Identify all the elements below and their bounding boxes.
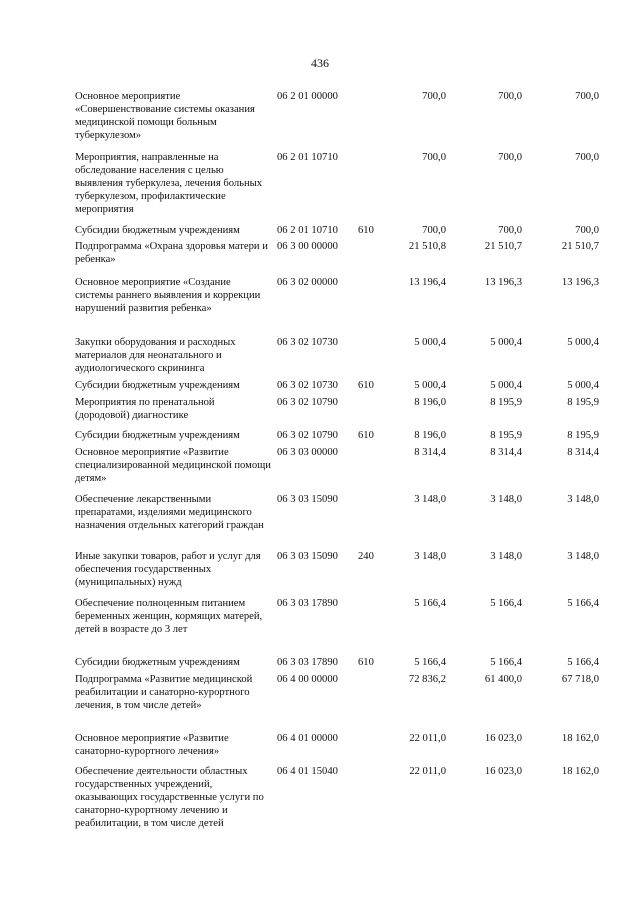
row-name: Обеспечение деятельности областных государственных учреждений, оказывающих государственные услуги по санаторно-курортному лечению и реабилитации, в том числе детей	[75, 766, 264, 829]
row-expense-type: 610	[358, 657, 374, 668]
row-value-year1: 8 196,0	[414, 430, 446, 441]
row-value-year2: 16 023,0	[484, 733, 522, 744]
row-name: Основное мероприятие «Развитие санаторно-курортного лечения»	[75, 733, 229, 757]
row-name: Обеспечение лекарственными препаратами, изделиями медицинского назначения отдельных категорий граждан	[75, 494, 264, 531]
row-value-year3: 5 000,4	[567, 380, 599, 391]
row-code: 06 3 03 00000	[277, 447, 338, 458]
row-name: Закупки оборудования и расходных материалов для неонатального и аудиологического скрининга	[75, 337, 236, 374]
row-value-year1: 21 510,8	[408, 241, 446, 252]
row-value-year1: 8 314,4	[414, 447, 446, 458]
row-value-year2: 700,0	[498, 225, 522, 236]
row-code: 06 3 00 00000	[277, 241, 338, 252]
row-value-year3: 5 166,4	[567, 598, 599, 609]
row-value-year2: 5 166,4	[490, 598, 522, 609]
row-name: Мероприятия, направленные на обследование населения с целью выявления туберкулеза, лечения больных туберкулезом, профилактические мероприятия	[75, 152, 263, 215]
row-value-year3: 3 148,0	[567, 551, 599, 562]
row-value-year2: 8 195,9	[490, 397, 522, 408]
row-name: Субсидии бюджетным учреждениям	[75, 430, 240, 441]
row-value-year3: 3 148,0	[567, 494, 599, 505]
row-value-year3: 700,0	[575, 225, 599, 236]
row-value-year1: 5 166,4	[414, 657, 446, 668]
row-value-year1: 3 148,0	[414, 494, 446, 505]
row-value-year1: 700,0	[422, 152, 446, 163]
row-code: 06 3 02 10790	[277, 430, 338, 441]
row-name: Основное мероприятие «Совершенствование системы оказания медицинской помощи больным туберкулезом»	[75, 91, 255, 141]
row-value-year3: 67 718,0	[561, 674, 599, 685]
row-value-year2: 5 000,4	[490, 380, 522, 391]
row-value-year3: 8 195,9	[567, 397, 599, 408]
row-expense-type: 610	[358, 380, 374, 391]
row-name: Субсидии бюджетным учреждениям	[75, 657, 240, 668]
row-name: Обеспечение полноценным питанием беременных женщин, кормящих матерей, детей в возрасте до 3 лет	[75, 598, 263, 635]
row-value-year1: 700,0	[422, 91, 446, 102]
row-value-year1: 22 011,0	[409, 733, 446, 744]
page-number: 436	[311, 56, 329, 70]
row-expense-type: 240	[358, 551, 374, 562]
row-value-year1: 13 196,4	[408, 277, 446, 288]
row-name: Субсидии бюджетным учреждениям	[75, 380, 240, 391]
row-value-year2: 8 314,4	[490, 447, 522, 458]
row-name: Подпрограмма «Развитие медицинской реабилитации и санаторно-курортного лечения, в том числе детей»	[75, 674, 253, 711]
row-value-year2: 61 400,0	[484, 674, 522, 685]
row-value-year1: 5 000,4	[414, 380, 446, 391]
row-name: Подпрограмма «Охрана здоровья матери и ребенка»	[75, 241, 268, 265]
row-value-year1: 3 148,0	[414, 551, 446, 562]
row-value-year1: 8 196,0	[414, 397, 446, 408]
row-value-year1: 5 000,4	[414, 337, 446, 348]
row-value-year2: 3 148,0	[490, 551, 522, 562]
row-value-year3: 5 166,4	[567, 657, 599, 668]
row-value-year2: 3 148,0	[490, 494, 522, 505]
row-value-year1: 72 836,2	[408, 674, 446, 685]
row-value-year2: 21 510,7	[484, 241, 522, 252]
row-code: 06 3 03 15090	[277, 494, 338, 505]
row-code: 06 3 02 10730	[277, 337, 338, 348]
row-value-year3: 13 196,3	[561, 277, 599, 288]
row-value-year2: 5 166,4	[490, 657, 522, 668]
row-value-year3: 700,0	[575, 91, 599, 102]
row-name: Мероприятия по пренатальной (дородовой) диагностике	[75, 397, 215, 421]
row-value-year3: 21 510,7	[561, 241, 599, 252]
row-value-year3: 700,0	[575, 152, 599, 163]
row-value-year3: 8 314,4	[567, 447, 599, 458]
row-value-year2: 5 000,4	[490, 337, 522, 348]
row-name: Иные закупки товаров, работ и услуг для обеспечения государственных (муниципальных) нужд	[75, 551, 261, 588]
row-code: 06 4 01 00000	[277, 733, 338, 744]
row-code: 06 3 03 15090	[277, 551, 338, 562]
row-value-year1: 5 166,4	[414, 598, 446, 609]
row-expense-type: 610	[358, 430, 374, 441]
row-value-year2: 8 195,9	[490, 430, 522, 441]
row-code: 06 2 01 00000	[277, 91, 338, 102]
row-code: 06 4 01 15040	[277, 766, 338, 777]
row-value-year2: 13 196,3	[484, 277, 522, 288]
row-code: 06 3 03 17890	[277, 598, 338, 609]
row-value-year3: 5 000,4	[567, 337, 599, 348]
row-value-year2: 700,0	[498, 152, 522, 163]
row-code: 06 2 01 10710	[277, 152, 338, 163]
row-code: 06 4 00 00000	[277, 674, 338, 685]
row-value-year1: 22 011,0	[409, 766, 446, 777]
row-value-year2: 16 023,0	[484, 766, 522, 777]
row-name: Основное мероприятие «Развитие специализированной медицинской помощи детям»	[75, 447, 271, 484]
row-name: Основное мероприятие «Создание системы раннего выявления и коррекции нарушений развития ребенка»	[75, 277, 261, 314]
row-code: 06 2 01 10710	[277, 225, 338, 236]
row-value-year2: 700,0	[498, 91, 522, 102]
row-value-year1: 700,0	[422, 225, 446, 236]
row-code: 06 3 02 10790	[277, 397, 338, 408]
row-expense-type: 610	[358, 225, 374, 236]
row-value-year3: 8 195,9	[567, 430, 599, 441]
row-code: 06 3 02 10730	[277, 380, 338, 391]
row-code: 06 3 02 00000	[277, 277, 338, 288]
row-code: 06 3 03 17890	[277, 657, 338, 668]
row-name: Субсидии бюджетным учреждениям	[75, 225, 240, 236]
row-value-year3: 18 162,0	[561, 766, 599, 777]
row-value-year3: 18 162,0	[561, 733, 599, 744]
